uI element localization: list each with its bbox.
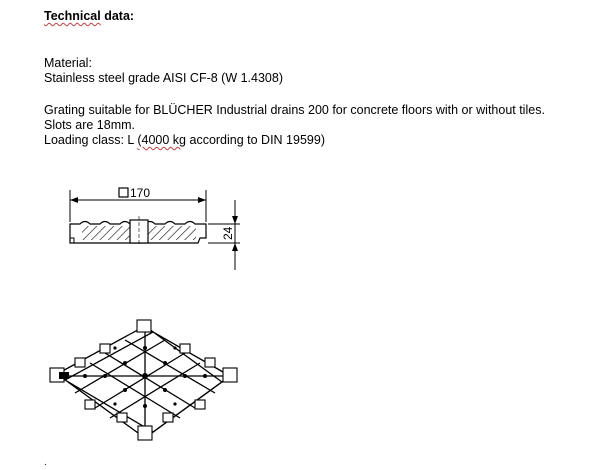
loading-class-load: (4000 kg [137,133,187,147]
paragraph-mark: . [44,457,47,468]
description-line-slots: Slots are 18mm. [44,118,136,132]
hatch-left [82,226,130,240]
hatch-right [148,226,196,240]
heading-word-technical: Technical [44,9,101,23]
grating-isometric-illustration [45,318,245,448]
description-line-compatibility: Grating suitable for BLÜCHER Industrial drains 200 for concrete floors with or without tiles. [44,103,545,117]
height-dimension-label: 24 [221,226,235,240]
width-dimension-label: 170 [130,186,151,200]
material-value: Stainless steel grade AISI CF-8 (W 1.4308) [44,71,283,85]
material-label: Material: [44,56,92,70]
heading-word-data: data: [100,9,135,23]
loading-class-suffix: according to DIN 19599) [186,133,325,147]
loading-class-prefix: Loading class: L [44,133,138,147]
square-symbol-icon [119,188,128,197]
